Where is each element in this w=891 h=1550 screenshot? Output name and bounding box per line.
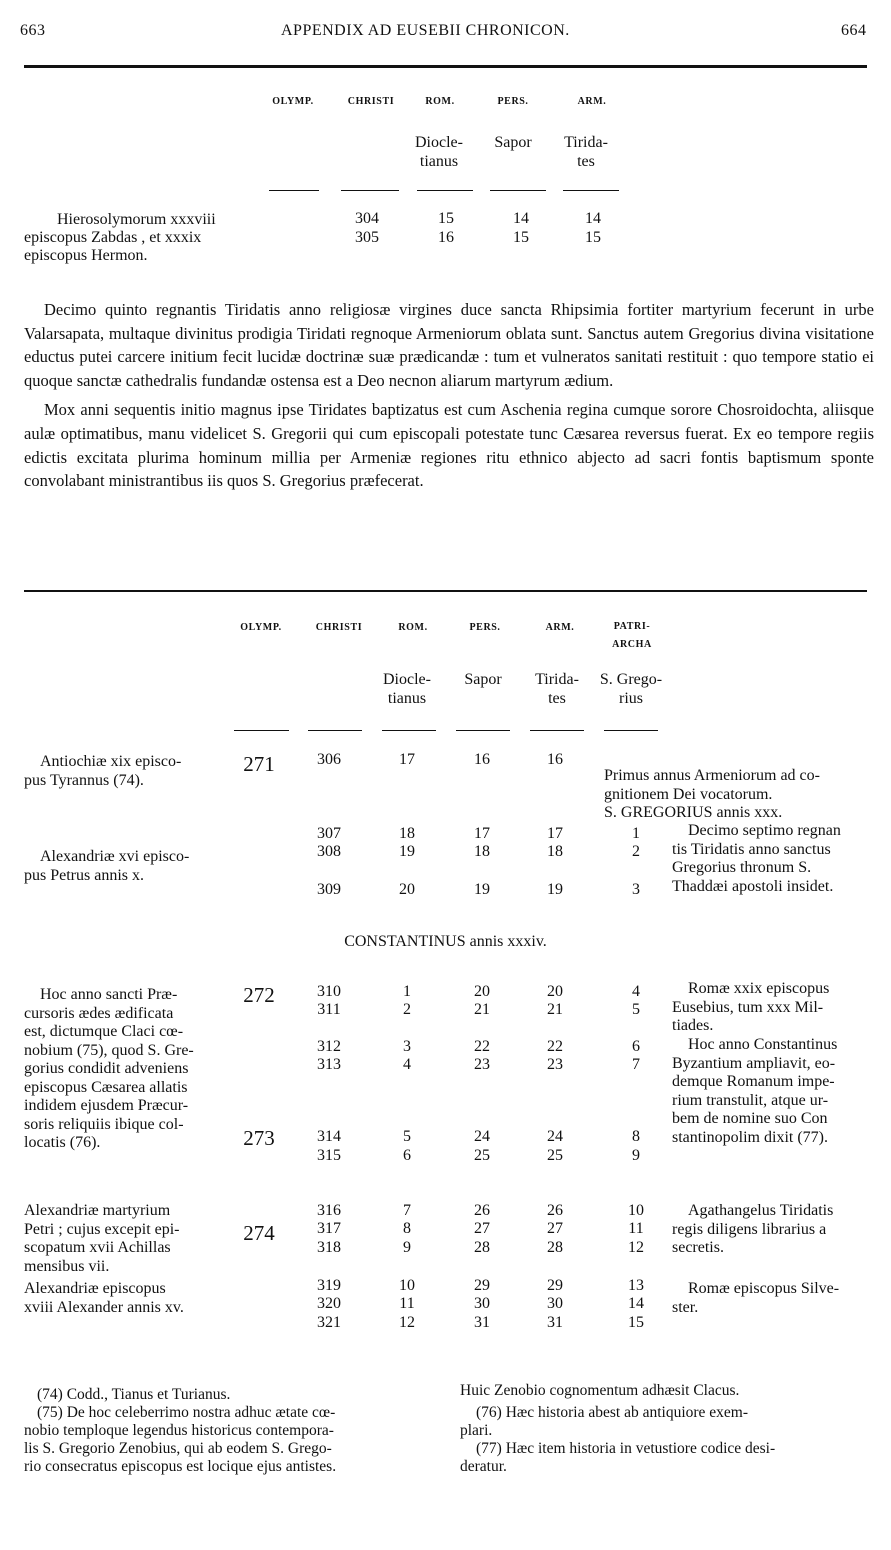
note-line: Eusebius, tum xxx Mil-	[672, 998, 824, 1016]
col-header-olymp: OLYMP.	[272, 96, 314, 107]
note-line: gnitionem Dei vocatorum.	[604, 785, 773, 803]
divider	[308, 730, 362, 731]
footnote-line: rio consecratus episcopus est locique ejus antistes.	[24, 1458, 337, 1475]
cell-arm: 24	[547, 1128, 563, 1145]
cell-pers: 16	[474, 751, 490, 768]
note-line: scopatum xvii Achillas	[24, 1239, 171, 1256]
cell-arm: 14	[585, 210, 601, 227]
note-line: Primus annus Armeniorum ad co-	[604, 767, 820, 784]
note-line: S. GREGORIUS annis xxx.	[604, 804, 783, 821]
cell-arm: 26	[547, 1202, 563, 1219]
cell-arm: 23	[547, 1056, 563, 1073]
note-line: indidem ejusdem Præcur-	[24, 1097, 189, 1114]
cell-christi: 308	[317, 843, 341, 860]
divider	[604, 730, 658, 731]
cell-arm: 30	[547, 1295, 563, 1312]
table1-left-line: episcopus Hermon.	[24, 247, 148, 264]
col-header-christi: CHRISTI	[315, 622, 363, 633]
note-line: Thaddæi apostoli insidet.	[672, 877, 834, 895]
cell-patr: 5	[632, 1001, 640, 1018]
cell-christi: 310	[317, 983, 341, 1000]
cell-christi: 304	[355, 210, 379, 227]
note-line: ster.	[672, 1298, 699, 1316]
cell-pers: 23	[474, 1056, 490, 1073]
table1-left-line: episcopus Zabdas , et xxxix	[24, 229, 202, 246]
cell-pers: 24	[474, 1128, 490, 1145]
cell-christi: 321	[317, 1314, 341, 1331]
cell-christi: 318	[317, 1239, 341, 1256]
cell-christi: 309	[317, 881, 341, 898]
cell-rom: 19	[399, 843, 415, 860]
col-header-patriarcha: PATRI- ARCHA	[612, 621, 652, 650]
cell-pers: 27	[474, 1220, 490, 1237]
note-line: demque Romanum impe-	[672, 1073, 835, 1090]
cell-pers: 28	[474, 1239, 490, 1256]
note-line: cursoris ædes ædificata	[24, 1004, 174, 1022]
note-line: mensibus vii.	[24, 1257, 110, 1275]
divider	[490, 190, 546, 191]
ruler-pers: Sapor	[494, 134, 532, 151]
cell-christi: 306	[317, 751, 341, 768]
olymp-number: 272	[243, 983, 275, 1007]
footnote-line: lis S. Gregorio Zenobius, qui ab eodem S. Grego-	[24, 1440, 332, 1457]
olymp-number: 273	[243, 1126, 275, 1150]
divider	[456, 730, 510, 731]
cell-christi: 319	[317, 1277, 341, 1294]
cell-pers: 20	[474, 983, 490, 1000]
note-line: tiades.	[672, 1017, 714, 1034]
note-line: locatis (76).	[24, 1134, 101, 1151]
note-line: Agathangelus Tiridatis	[688, 1202, 834, 1219]
header-rule	[24, 65, 867, 68]
cell-arm: 18	[547, 843, 563, 860]
cell-christi: 311	[317, 1001, 341, 1018]
col-header-pers: PERS.	[497, 96, 529, 107]
divider	[269, 190, 319, 191]
cell-christi: 316	[317, 1202, 341, 1219]
note-line: Hoc anno sancti Præ-	[40, 986, 178, 1003]
cell-pers: 18	[474, 843, 490, 860]
section-rule	[24, 590, 867, 592]
cell-rom: 3	[403, 1038, 411, 1055]
divider	[234, 730, 289, 731]
note-line: pus Tyrannus (74).	[24, 771, 144, 789]
cell-christi: 312	[317, 1038, 341, 1055]
note-line: xviii Alexander annis xv.	[24, 1298, 184, 1316]
cell-arm: 20	[547, 983, 563, 1000]
cell-christi: 320	[317, 1295, 341, 1312]
cell-arm: 27	[547, 1220, 563, 1237]
cell-patr: 10	[628, 1202, 644, 1219]
note-line: regis diligens librarius a	[672, 1220, 827, 1238]
cell-arm: 31	[547, 1314, 563, 1331]
ruler-rom: Diocle- tianus	[383, 671, 431, 707]
cell-pers: 29	[474, 1277, 490, 1294]
cell-patr: 14	[628, 1295, 644, 1312]
cell-rom: 10	[399, 1277, 415, 1294]
note-line: Romæ xxix episcopus	[688, 980, 830, 997]
spacer	[24, 1380, 867, 1381]
footnote-line: (74) Codd., Tianus et Turianus.	[37, 1386, 231, 1403]
note-line: gorius condidit adveniens	[24, 1060, 189, 1077]
note-line: tis Tiridatis anno sanctus	[672, 840, 831, 858]
ruler-rom: Diocle- tianus	[415, 134, 463, 170]
cell-rom: 1	[403, 983, 411, 1000]
cell-rom: 18	[399, 825, 415, 842]
reign-heading: CONSTANTINUS annis xxxiv.	[344, 933, 547, 950]
note-line: episcopus Cæsarea allatis	[24, 1078, 188, 1096]
cell-christi: 317	[317, 1220, 341, 1237]
cell-rom: 2	[403, 1001, 411, 1018]
cell-patr: 13	[628, 1277, 644, 1294]
olymp-number: 271	[243, 752, 275, 776]
cell-rom: 4	[403, 1056, 411, 1073]
page-number-right: 664	[841, 22, 867, 39]
note-line: Decimo septimo regnan	[688, 822, 841, 839]
cell-rom: 17	[399, 751, 415, 768]
cell-arm: 25	[547, 1147, 563, 1164]
cell-patr: 11	[628, 1220, 644, 1237]
olymp-number: 274	[243, 1221, 275, 1245]
cell-christi: 314	[317, 1128, 341, 1145]
note-line: nobium (75), quod S. Gre-	[24, 1041, 194, 1059]
note-line: secretis.	[672, 1239, 724, 1256]
cell-rom: 11	[399, 1295, 415, 1312]
cell-christi: 305	[355, 229, 379, 246]
note-line: Romæ episcopus Silve-	[688, 1280, 840, 1297]
cell-pers: 17	[474, 825, 490, 842]
footnote-line: (77) Hæc item historia in vetustiore codice desi-	[476, 1440, 776, 1457]
note-line: bem de nomine suo Con	[672, 1110, 828, 1127]
cell-rom: 9	[403, 1239, 411, 1256]
cell-arm: 29	[547, 1277, 563, 1294]
table1-left-line: Hierosolymorum xxxviii	[57, 211, 216, 228]
ruler-arm: Tirida- tes	[564, 134, 608, 170]
cell-rom: 6	[403, 1147, 411, 1164]
footnote-line: (76) Hæc historia abest ab antiquiore exem-	[476, 1404, 749, 1421]
divider	[563, 190, 619, 191]
note-line: Petri ; cujus excepit epi-	[24, 1220, 180, 1238]
body-text	[24, 298, 874, 493]
divider	[417, 190, 473, 191]
col-header-rom: ROM.	[425, 96, 455, 107]
footnote-line: Huic Zenobio cognomentum adhæsit Clacus.	[460, 1382, 740, 1399]
cell-christi: 313	[317, 1056, 341, 1073]
cell-arm: 28	[547, 1239, 563, 1256]
cell-patr: 4	[632, 983, 640, 1000]
cell-rom: 20	[399, 881, 415, 898]
divider	[530, 730, 584, 731]
running-title: APPENDIX AD EUSEBII CHRONICON.	[281, 22, 570, 39]
note-line: Antiochiæ xix episco-	[40, 753, 182, 770]
col-header-pers: PERS.	[469, 622, 501, 633]
note-line: stantinopolim dixit (77).	[672, 1128, 828, 1146]
cell-patr: 8	[632, 1128, 640, 1145]
note-line: Gregorius thronum S.	[672, 859, 812, 876]
cell-pers: 22	[474, 1038, 490, 1055]
cell-rom: 16	[438, 229, 454, 246]
divider	[382, 730, 436, 731]
cell-patr: 12	[628, 1239, 644, 1256]
cell-patr: 6	[632, 1038, 640, 1055]
cell-arm: 16	[547, 751, 563, 768]
cell-arm: 15	[585, 229, 601, 246]
ruler-arm: Tirida- tes	[535, 671, 579, 707]
cell-patr: 7	[632, 1056, 640, 1073]
cell-rom: 5	[403, 1128, 411, 1145]
cell-arm: 17	[547, 825, 563, 842]
cell-arm: 22	[547, 1038, 563, 1055]
cell-pers: 31	[474, 1314, 490, 1331]
cell-rom: 12	[399, 1314, 415, 1331]
note-line: Hoc anno Constantinus	[688, 1036, 838, 1053]
paragraph: Mox anni sequentis initio magnus ipse Tiridates baptizatus est cum Aschenia regina cumque sorore Chosroidochta, aliisque aulæ optimatibus, manu videlicet S. Gregorii qui cum episcopali potestate tunc Cæsarea reversus fuerat. Ex eo tempore regiis edictis excitata plurima hominum millia per Armeniæ regiones ritu ethnico abjecto ad sacri fontis baptismum sponte convolabant ministrantibus iis quos S. Gregorius præfecerat.	[24, 400, 874, 491]
paragraph: Decimo quinto regnantis Tiridatis anno religiosæ virgines duce sancta Rhipsimia fortiter martyrium fecerunt in urbe Valarsapata, multaque divinitus prodigia Tiridati regnoque Armeniorum oblata sunt. Sanctus autem Gregorius divina visitatione eductus putei carcere initium fecit lucidæ doctrinæ suæ prædicandæ : tum et vulneratos sanitati restituit : quo tempore statio ei quoque sanctæ cathedralis fundandæ ostensa est a Deo necnon aliarum martyrum ædium.	[24, 300, 874, 390]
cell-pers: 25	[474, 1147, 490, 1164]
page-number-left: 663	[20, 22, 46, 39]
note-line: est, dictumque Claci cœ-	[24, 1023, 184, 1040]
note-line: Byzantium ampliavit, eo-	[672, 1054, 836, 1072]
footnote-line: deratur.	[460, 1458, 507, 1475]
ruler-patriarcha: S. Grego- rius	[599, 671, 663, 707]
col-header-rom: ROM.	[398, 622, 428, 633]
cell-patr: 1	[632, 825, 640, 842]
divider	[341, 190, 399, 191]
cell-pers: 30	[474, 1295, 490, 1312]
cell-pers: 21	[474, 1001, 490, 1018]
cell-rom: 7	[403, 1202, 411, 1219]
col-header-olymp: OLYMP.	[240, 622, 282, 633]
cell-rom: 15	[438, 210, 454, 227]
cell-christi: 315	[317, 1147, 341, 1164]
cell-patr: 3	[632, 881, 640, 898]
footnote-line: nobio temploque legendus historicus contempora-	[24, 1422, 334, 1439]
cell-patr: 15	[628, 1314, 644, 1331]
note-line: Alexandriæ martyrium	[24, 1202, 171, 1219]
ruler-pers: Sapor	[464, 671, 502, 688]
note-line: soris reliquiis ibique col-	[24, 1115, 184, 1133]
col-header-christi: CHRISTI	[347, 96, 395, 107]
cell-arm: 21	[547, 1001, 563, 1018]
note-line: Alexandriæ episcopus	[24, 1280, 166, 1297]
col-header-arm: ARM.	[545, 622, 575, 633]
cell-pers: 15	[513, 229, 529, 246]
note-line: pus Petrus annis x.	[24, 866, 144, 884]
cell-pers: 26	[474, 1202, 490, 1219]
footnote-line: (75) De hoc celeberrimo nostra adhuc ætate cœ-	[37, 1404, 336, 1421]
col-header-arm: ARM.	[577, 96, 607, 107]
cell-rom: 8	[403, 1220, 411, 1237]
cell-pers: 14	[513, 210, 529, 227]
cell-patr: 2	[632, 843, 640, 860]
cell-pers: 19	[474, 881, 490, 898]
footnote-line: plari.	[460, 1422, 493, 1439]
note-line: rium transtulit, atque ur-	[672, 1091, 829, 1109]
cell-christi: 307	[317, 825, 341, 842]
note-line: Alexandriæ xvi episco-	[40, 848, 190, 865]
cell-patr: 9	[632, 1147, 640, 1164]
cell-arm: 19	[547, 881, 563, 898]
